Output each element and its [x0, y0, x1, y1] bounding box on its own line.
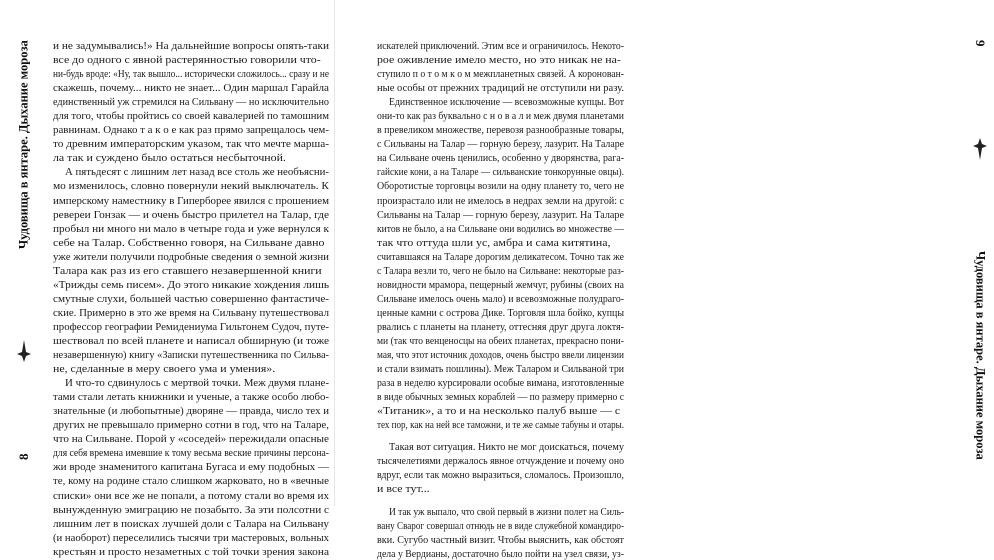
text-line: ценные камни с острова Дике. Торговля шла бойко, купцы: [377, 307, 624, 319]
text-line: списки» они все же не попали, а потому стали во время их: [53, 490, 329, 502]
text-line: ские. Примерно в это же время на Сильвану путешествовал: [53, 307, 329, 319]
text-line: и стали взимать пошлины). Меж Таларом и Сильваной три: [377, 364, 624, 376]
text-line: вдруг, если так можно выразиться, сломалось. Произошло,: [377, 470, 624, 482]
text-line: рвались с планеты на планету, оттесняя друг друга локтя-: [377, 321, 624, 333]
right-running-title: Чудовища в янтаре. Дыхание мороза: [973, 251, 988, 460]
text-line: И что-то сдвинулось с мертвой точки. Меж двумя плане-: [65, 378, 329, 390]
text-line: то древним императорским указом, так что мечте марша-: [53, 139, 329, 151]
text-line: знательные (и любопытные) дворяне — правда, число тех и: [53, 406, 329, 418]
text-line: смутные слухи, большей частью совершенно фантастиче-: [53, 293, 329, 305]
text-line: искателей приключений. Этим все и ограничилось. Некото-: [377, 41, 624, 52]
text-line: так что оттуда шли ус, амбра и сама китятина,: [377, 237, 611, 249]
text-line: дела у Вердианы, достаточно было пойти на узел связи, уз-: [377, 548, 624, 560]
text-line: ступило п о т о м к о м межпланетных связей. А коронован-: [377, 69, 624, 81]
text-line: те, кому на родине стало слишком жарковато, но в «вечные: [53, 476, 329, 488]
text-line: имперскому наместнику в Гиперборее явился с прошением: [53, 195, 329, 207]
left-running-title: Чудовища в янтаре. Дыхание мороза: [16, 40, 31, 249]
text-line: профессор географии Ремидениума Гильтонем Судоч, путе-: [53, 321, 329, 333]
right-page: [337, 0, 988, 560]
text-line: для себя времена имевшие к тому весьма веские причины персона-: [53, 448, 329, 460]
text-line: считавшаяся на Таларе дорогим деликатесом. Точно так же: [377, 251, 624, 263]
right-page-number: 9: [973, 40, 988, 47]
text-line: для того, чтобы пройтись со своей кавалерией по тамошним: [53, 111, 329, 123]
text-line: на Сильване очень ценились, особенно у дворянства, рага-: [377, 153, 624, 165]
text-line: произрастало или не имелось в недрах земли на другой: с: [377, 195, 624, 207]
text-line: ни-будь вроде: «Ну, так вышло... исторически сложилось... сразу и не: [53, 69, 329, 81]
text-line: ные особы от прежних традиций не отступили ни разу.: [377, 83, 624, 95]
text-line: вынужденную эмиграцию не позабыто. За эти полсотни с: [53, 504, 329, 516]
left-page-number: 8: [16, 453, 31, 460]
text-line: «Трижды семь писем». До этого никакие хождения лишь: [53, 279, 329, 291]
text-line: китов не было, а на Сильване они водились во множестве —: [377, 223, 624, 235]
text-line: Сильваны на Талар — горную березу, лазурит. На Таларе: [377, 209, 624, 221]
text-line: гайские кони, а на Таларе — сильванские тонкорунные овцы).: [377, 167, 624, 179]
text-line: мая, что этот источник доходов, очень быстро ввели лицензии: [377, 350, 624, 362]
text-line: раза в неделю курсировали особые вимана, изготовленные: [377, 378, 624, 390]
text-line: они-то как раз буквально с н о в а л и меж двумя планетами: [377, 111, 624, 123]
text-line: А пятьдесят с лишним лет назад все столь же необъясни-: [65, 167, 329, 179]
text-line: пробыл ни много ни мало в четыре года и уже вернулся к: [53, 223, 329, 235]
text-line: рое оживление имело место, но это никак не на-: [377, 55, 621, 67]
text-line: Талара как раз из его ставшего незавершенной книги: [53, 265, 322, 277]
text-line: шествовал по всей планете и написал обширную (и тоже: [53, 335, 329, 347]
left-page: [0, 0, 337, 558]
text-line: И так уж выпало, что свой первый в жизни полет на Силь-: [389, 506, 624, 518]
text-line: [377, 433, 624, 441]
text-line: ла так и суждено было остаться несбыточной.: [53, 153, 286, 165]
text-line: Оборотистые торговцы возили на одну планету то, чего не: [377, 181, 624, 193]
left-text-column: [53, 40, 329, 560]
text-line: что на Сильване. Порой у «соседей» пережидали опасные: [53, 434, 329, 446]
text-line: (и наоборот) переселились тысячи три мастеровых, вольных: [53, 532, 329, 544]
text-line: мо изменилось, словно повернули некий выключатель. К: [53, 181, 329, 193]
text-line: в превеликом множестве, перевозя разнообразные товары,: [377, 125, 624, 137]
text-line: вки. Сугубо частный визит. Чтобы выяснить, как обстоят: [377, 534, 624, 546]
text-line: других не превышало примерно сотни в год, что на Таларе,: [53, 420, 329, 432]
text-line: «Титаник», а то и на несколько палуб выше — с: [377, 406, 621, 418]
right-text-column: [377, 40, 624, 560]
text-line: равнинам. Однако т а к о е как раз прямо запрещалось чем-: [53, 125, 329, 137]
ornament-icon: [17, 340, 31, 362]
ornament-icon: [973, 138, 987, 160]
text-line: лишним лет в поисках лучшей доли с Талара на Сильвану: [53, 518, 329, 530]
text-line: уже жители получили подробные сведения о земной жизни: [53, 251, 329, 263]
text-line: крестьян и просто незаметных с той точки зрения закона: [53, 546, 329, 558]
text-line: скажешь, почему... никто не знает... Один маршал Гарайла: [53, 83, 329, 95]
right-running-header: [968, 40, 994, 460]
text-line: не, сделанные в меру своего ума и умения».: [53, 364, 276, 376]
text-line: новидности мрамора, пещерный жемчуг, рубины (своих на: [377, 279, 624, 291]
text-line: тысячелетиями держалось явное отчуждение и почему оно: [377, 456, 624, 468]
text-line: все до одного с явной растерянностью говорили что-: [53, 55, 321, 67]
text-line: вану Сварог совершал отнюдь не в виде служебной командиро-: [377, 520, 624, 532]
text-line: в виде обычных земных кораблей — по размеру примерно с: [377, 392, 624, 404]
book-spine: [334, 0, 335, 506]
left-running-header: [12, 40, 38, 460]
text-line: и все тут...: [377, 484, 430, 496]
text-line: ревереи Гонзак — и очень быстро прилетел на Талар, где: [53, 209, 329, 221]
text-line: тами стали летать книжники и ученые, а также особо любо-: [53, 392, 329, 404]
text-line: себе на Талар. Собственно говоря, на Сильване давно: [53, 237, 325, 249]
text-line: тех пор, как на ней все таможни, и те же самые табуны и отары.: [377, 420, 624, 432]
text-line: Сильване имелось очень мало) и всевозможные полудраго-: [377, 293, 624, 305]
text-line: ми (так что венценосцы на обеих планетах, прекрасно пони-: [377, 335, 624, 347]
text-line: и не задумывались!» На дальнейшие вопросы опять-таки: [53, 41, 329, 52]
text-line: Такая вот ситуация. Никто не мог доискаться, почему: [389, 442, 624, 454]
text-line: Единственное исключение — всевозможные купцы. Вот: [389, 97, 624, 109]
text-line: незавершенную) книгу «Записки путешественника по Сильва-: [53, 350, 329, 362]
text-line: с Талара везли то, чего не было на Сильване: некоторые раз-: [377, 265, 624, 277]
text-line: с Сильваны на Талар — горную березу, лазурит. На Таларе: [377, 139, 624, 151]
text-line: жи вроде знаменитого капитана Бугаса и ему подобных —: [53, 462, 329, 474]
text-line: [377, 498, 624, 506]
text-line: единственный уж стремился на Сильвану — но исключительно: [53, 97, 329, 109]
